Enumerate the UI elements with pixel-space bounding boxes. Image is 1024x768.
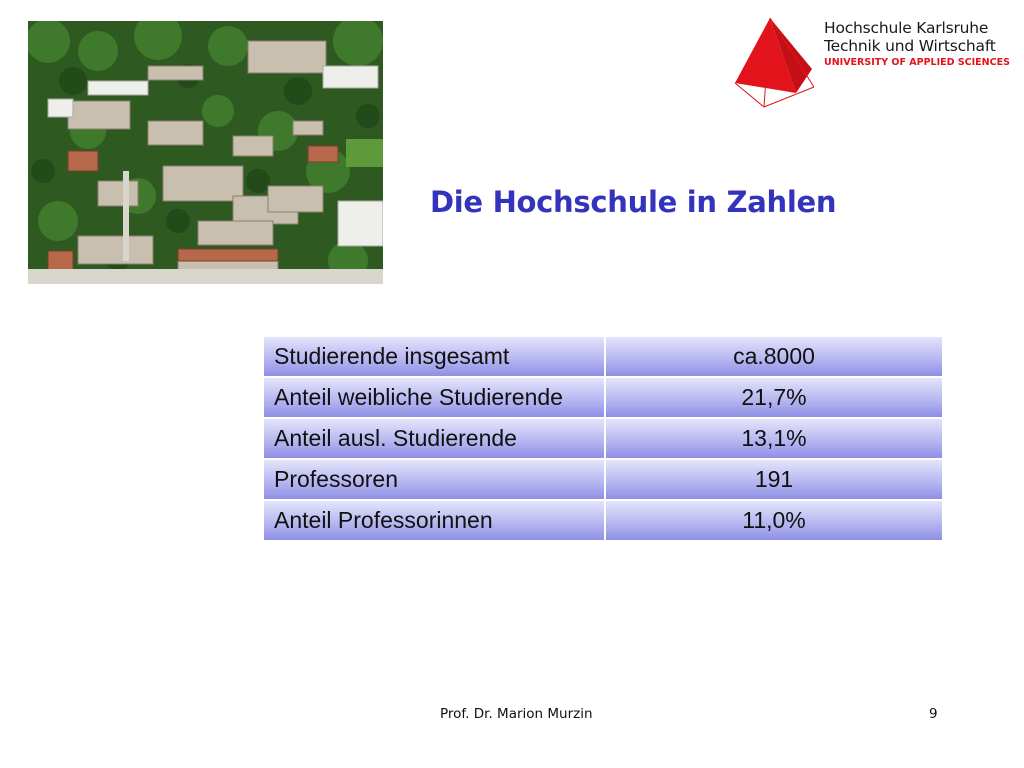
- campus-aerial-illustration: [28, 21, 383, 284]
- stats-table: [262, 335, 944, 542]
- table-row: [263, 336, 943, 377]
- row-value: 21,7%: [605, 377, 943, 418]
- table-row: [263, 377, 943, 418]
- red-triangle-icon: [730, 15, 820, 115]
- row-value: 191: [605, 459, 943, 500]
- footer-author: Prof. Dr. Marion Murzin: [440, 706, 593, 722]
- table-row: [263, 500, 943, 541]
- table-row: [263, 459, 943, 500]
- row-value: 13,1%: [605, 418, 943, 459]
- logo-line-2: Technik und Wirtschaft: [824, 37, 996, 55]
- campus-aerial-photo: [28, 21, 383, 284]
- logo-tagline: UNIVERSITY OF APPLIED SCIENCES: [824, 57, 1010, 68]
- slide-title: Die Hochschule in Zahlen: [430, 185, 837, 219]
- row-label: Professoren: [263, 459, 605, 500]
- row-value: ca.8000: [605, 336, 943, 377]
- row-label: Anteil weibliche Studierende: [263, 377, 605, 418]
- row-label: Anteil ausl. Studierende: [263, 418, 605, 459]
- table-row: [263, 418, 943, 459]
- row-value: 11,0%: [605, 500, 943, 541]
- row-label: Anteil Professorinnen: [263, 500, 605, 541]
- university-logo: [730, 15, 1010, 115]
- page-number: 9: [929, 706, 938, 722]
- logo-line-1: Hochschule Karlsruhe: [824, 19, 989, 37]
- row-label: Studierende insgesamt: [263, 336, 605, 377]
